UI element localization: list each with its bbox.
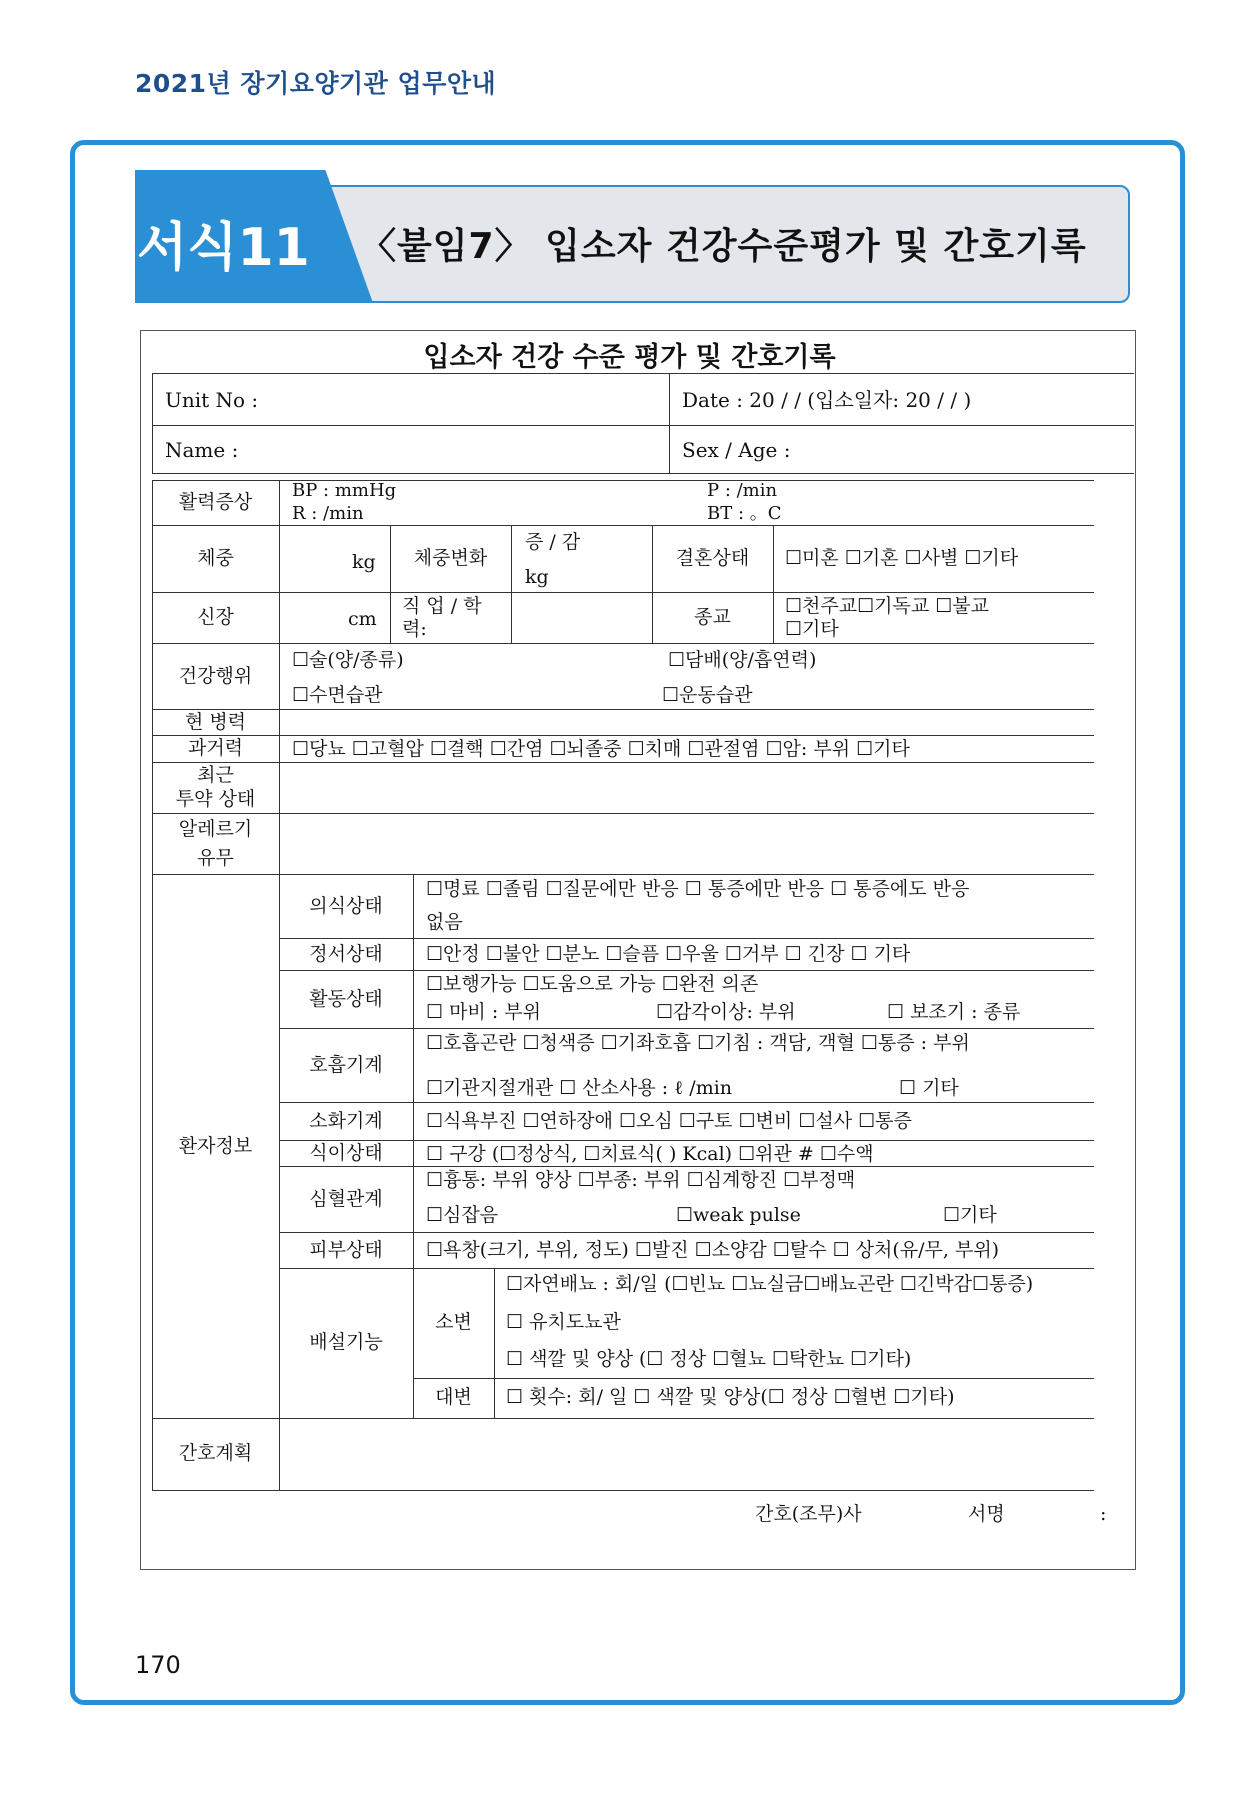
page-number: 170 (135, 1651, 181, 1679)
divider (511, 525, 512, 643)
urine-options-line3[interactable]: ☐ 색깔 및 양상 (☐ 정상 ☐혈뇨 ☐탁한뇨 ☐기타) (506, 1348, 912, 1370)
divider (152, 592, 1094, 593)
divider (152, 643, 1094, 644)
weight-change-direction: 증 / 감 (525, 531, 581, 553)
assistive-device-option[interactable]: ☐ 보조기 : 종류 (887, 1001, 1021, 1023)
exercise-option[interactable]: ☐운동습관 (662, 684, 753, 706)
urine-options-line2[interactable]: ☐ 유치도뇨관 (506, 1311, 621, 1333)
bp-field: BP : mmHg (292, 480, 397, 501)
unit-no-label: Unit No : (165, 388, 259, 412)
sex-age-label: Sex / Age : (682, 438, 791, 462)
banner-title: 〈붙임7〉 입소자 건강수준평가 및 간호기록 (360, 226, 1087, 267)
job-label-line1: 직 업 / 학 (402, 595, 482, 617)
weight-change-label: 체중변화 (413, 547, 488, 569)
divider (494, 1268, 495, 1418)
diet-label: 식이상태 (309, 1142, 383, 1164)
signature-colon: : (1100, 1503, 1107, 1525)
divider (773, 525, 774, 643)
nursing-plan-label: 간호계획 (178, 1442, 253, 1464)
divider (279, 1166, 1094, 1167)
activity-label: 활동상태 (309, 988, 383, 1010)
health-behavior-label: 건강행위 (178, 665, 253, 687)
past-history-options[interactable]: ☐당뇨 ☐고혈압 ☐결핵 ☐간염 ☐뇌졸중 ☐치매 ☐관절염 ☐암: 부위 ☐기타 (292, 738, 910, 760)
paralysis-option[interactable]: ☐ 마비 : 부위 (426, 1001, 541, 1023)
smoking-option[interactable]: ☐담배(양/흡연력) (668, 649, 817, 671)
medication-label-line1: 최근 (197, 764, 234, 786)
sleep-option[interactable]: ☐수면습관 (292, 684, 383, 706)
past-history-label: 과거력 (187, 737, 244, 759)
vital-label: 활력증상 (178, 491, 253, 513)
divider (279, 1102, 1094, 1103)
alcohol-option[interactable]: ☐술(양/종류) (292, 649, 404, 671)
weight-change-unit: kg (525, 566, 549, 588)
divider (152, 425, 1134, 426)
religion-options-line2[interactable]: ☐기타 (785, 618, 839, 640)
urine-label: 소변 (435, 1311, 472, 1333)
respiratory-options[interactable]: ☐호흡곤란 ☐청색증 ☐기좌호흡 ☐기침 : 객담, 객혈 ☐통증 : 부위 (426, 1032, 970, 1054)
job-label-line2: 력: (402, 618, 427, 640)
respiratory-label: 호흡기계 (309, 1054, 383, 1076)
patient-info-label: 환자정보 (178, 1135, 253, 1157)
skin-options[interactable]: ☐욕창(크기, 부위, 정도) ☐발진 ☐소양감 ☐탈수 ☐ 상처(유/무, 부위) (426, 1239, 1000, 1261)
divider (669, 373, 670, 473)
signature-label: 서명 (968, 1503, 1005, 1525)
divider (279, 1232, 1094, 1233)
diet-options[interactable]: ☐ 구강 (☐정상식, ☐치료식( ) Kcal) ☐위관 # ☐수액 (426, 1143, 874, 1165)
r-field: R : /min (292, 503, 364, 524)
divider (152, 1418, 1094, 1419)
skin-label: 피부상태 (309, 1239, 383, 1261)
document-header-title: 2021년 장기요양기관 업무안내 (135, 69, 497, 98)
form-title: 입소자 건강 수준 평가 및 간호기록 (423, 342, 836, 373)
allergy-label-line2: 유무 (197, 847, 234, 869)
divider (152, 874, 1094, 875)
divider (152, 373, 1134, 374)
date-label: Date : 20 / / (입소일자: 20 / / ) (682, 388, 972, 412)
weight-label: 체중 (197, 547, 234, 569)
medication-label-line2: 투약 상태 (175, 788, 256, 810)
height-unit: cm (348, 608, 377, 630)
consciousness-label: 의식상태 (309, 895, 383, 917)
allergy-label-line1: 알레르기 (178, 818, 253, 840)
cardio-options[interactable]: ☐흉통: 부위 양상 ☐부종: 부위 ☐심계항진 ☐부정맥 (426, 1169, 856, 1191)
emotion-label: 정서상태 (309, 943, 383, 965)
divider (152, 709, 1094, 710)
divider (390, 525, 391, 643)
stool-label: 대변 (435, 1386, 472, 1408)
religion-label: 종교 (694, 606, 731, 628)
stool-options[interactable]: ☐ 횟수: 회/ 일 ☐ 색깔 및 양상(☐ 정상 ☐혈변 ☐기타) (506, 1386, 955, 1408)
divider (413, 1378, 1094, 1379)
divider (279, 970, 1094, 971)
height-label: 신장 (197, 606, 234, 628)
digestive-label: 소화기계 (309, 1110, 383, 1132)
respiratory-other-option[interactable]: ☐ 기타 (899, 1077, 959, 1099)
weak-pulse-option[interactable]: ☐weak pulse (676, 1204, 801, 1226)
religion-options-line1[interactable]: ☐천주교☐기독교 ☐불교 (785, 595, 989, 617)
respiratory-options-line2[interactable]: ☐기관지절개관 ☐ 산소사용 : ℓ /min (426, 1077, 733, 1099)
consciousness-options-cont: 없음 (426, 911, 463, 933)
urine-options-line1[interactable]: ☐자연배뇨 : 회/일 (☐빈뇨 ☐뇨실금☐배뇨곤란 ☐긴박감☐통증) (506, 1273, 1034, 1295)
divider (152, 1490, 1094, 1491)
marital-label: 결혼상태 (675, 547, 750, 569)
form-code: 서식11 (137, 218, 310, 278)
divider (152, 473, 1134, 474)
p-field: P : /min (707, 480, 778, 501)
excretion-label: 배설기능 (309, 1331, 383, 1353)
consciousness-options[interactable]: ☐명료 ☐졸림 ☐질문에만 반응 ☐ 통증에만 반응 ☐ 통증에도 반응 (426, 878, 970, 900)
divider (152, 735, 1094, 736)
emotion-options[interactable]: ☐안정 ☐불안 ☐분노 ☐슬픔 ☐우울 ☐거부 ☐ 긴장 ☐ 기타 (426, 943, 911, 965)
divider (152, 813, 1094, 814)
bt-field: BT : 。C (707, 503, 782, 524)
divider (279, 938, 1094, 939)
activity-options[interactable]: ☐보행가능 ☐도움으로 가능 ☐완전 의존 (426, 973, 759, 995)
marital-options[interactable]: ☐미혼 ☐기혼 ☐사별 ☐기타 (785, 547, 1019, 569)
divider (279, 1268, 1094, 1269)
digestive-options[interactable]: ☐식욕부진 ☐연하장애 ☐오심 ☐구토 ☐변비 ☐설사 ☐통증 (426, 1110, 912, 1132)
nurse-label: 간호(조무)사 (755, 1503, 862, 1525)
murmur-option[interactable]: ☐심잡음 (426, 1204, 499, 1226)
divider (152, 762, 1094, 763)
present-illness-label: 현 병력 (184, 711, 247, 733)
divider (152, 525, 1094, 526)
weight-unit: kg (352, 551, 376, 573)
cardio-other-option[interactable]: ☐기타 (943, 1204, 997, 1226)
divider (152, 373, 153, 473)
cardio-label: 심혈관계 (309, 1188, 383, 1210)
divider (152, 480, 153, 1490)
divider (279, 1028, 1094, 1029)
name-label: Name : (165, 438, 239, 462)
sensory-option[interactable]: ☐감각이상: 부위 (656, 1001, 796, 1023)
divider (413, 874, 414, 1418)
